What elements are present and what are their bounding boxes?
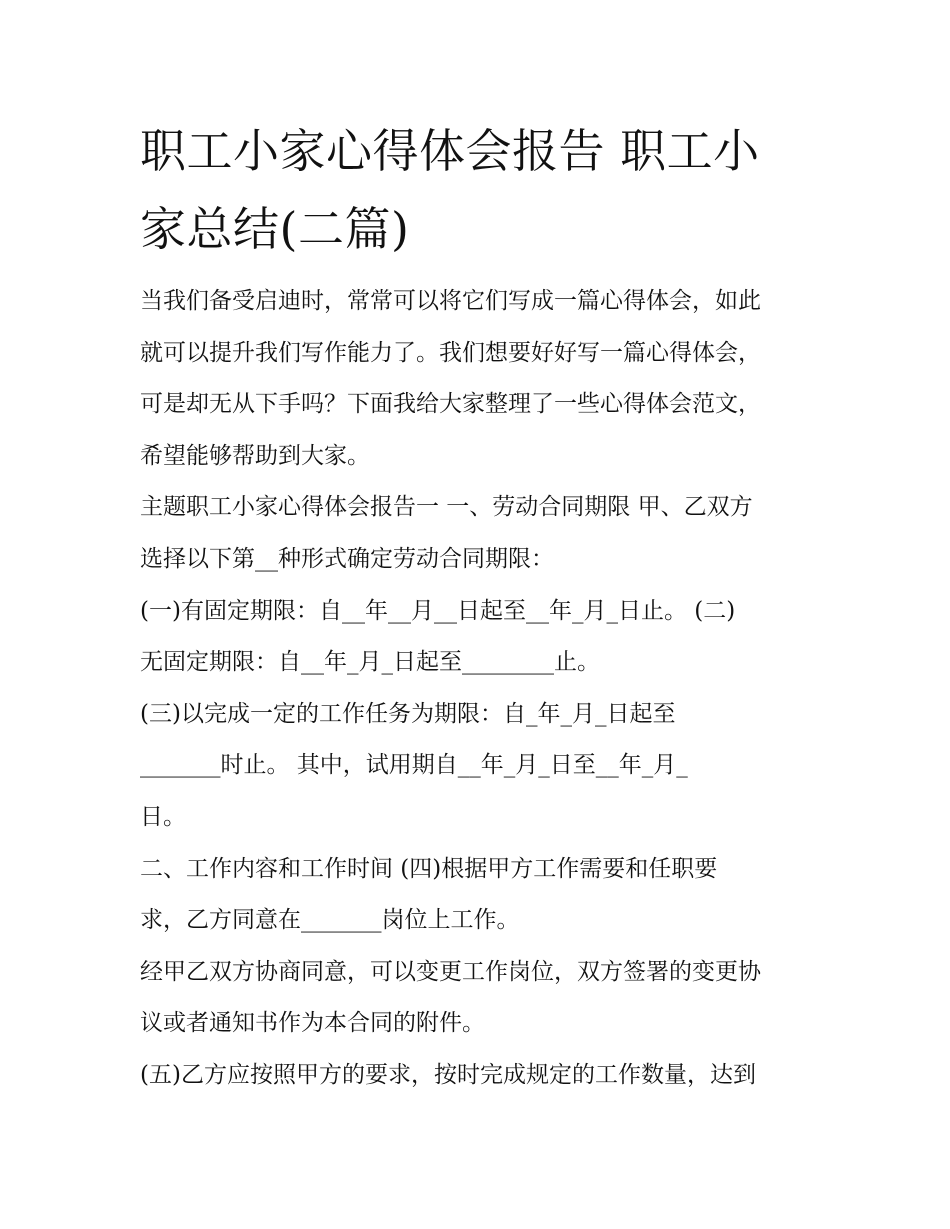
body-line: 就可以提升我们写作能力了。我们想要好好写一篇心得体会， — [140, 339, 761, 366]
body-line: 无固定期限：自__年_月_日起至________止。 — [140, 649, 600, 676]
body-line: (一)有固定期限：自__年__月__日起至__年_月_日止。 (二) — [140, 597, 736, 624]
body-line: 经甲乙双方协商同意，可以变更工作岗位，双方签署的变更协 — [140, 958, 761, 985]
body-line: (五)乙方应按照甲方的要求，按时完成规定的工作数量，达到 — [140, 1061, 756, 1088]
body-line: 可是却无从下手吗？下面我给大家整理了一些心得体会范文， — [140, 391, 761, 418]
title-line: 家总结(二篇) — [140, 202, 410, 256]
body-line: 二、工作内容和工作时间 (四)根据甲方工作需要和任职要 — [140, 855, 718, 882]
title-line: 职工小家心得体会报告 职工小 — [140, 124, 760, 178]
body-line: _______时止。 其中，试用期自__年_月_日至__年_月_ — [140, 752, 688, 779]
body-line: 日。 — [140, 803, 186, 830]
document-title — [140, 112, 830, 268]
document-body — [140, 276, 820, 1102]
body-line: 希望能够帮助到大家。 — [140, 442, 370, 469]
body-line: 求，乙方同意在_______岗位上工作。 — [140, 907, 520, 934]
body-line: 主题职工小家心得体会报告一 一、劳动合同期限 甲、乙双方 — [140, 494, 753, 521]
body-line: (三)以完成一定的工作任务为期限：自_年_月_日起至 — [140, 700, 676, 727]
body-line: 议或者通知书作为本合同的附件。 — [140, 1010, 485, 1037]
body-line: 选择以下第__种形式确定劳动合同期限： — [140, 545, 554, 572]
body-line: 当我们备受启迪时，常常可以将它们写成一篇心得体会，如此 — [140, 288, 761, 314]
